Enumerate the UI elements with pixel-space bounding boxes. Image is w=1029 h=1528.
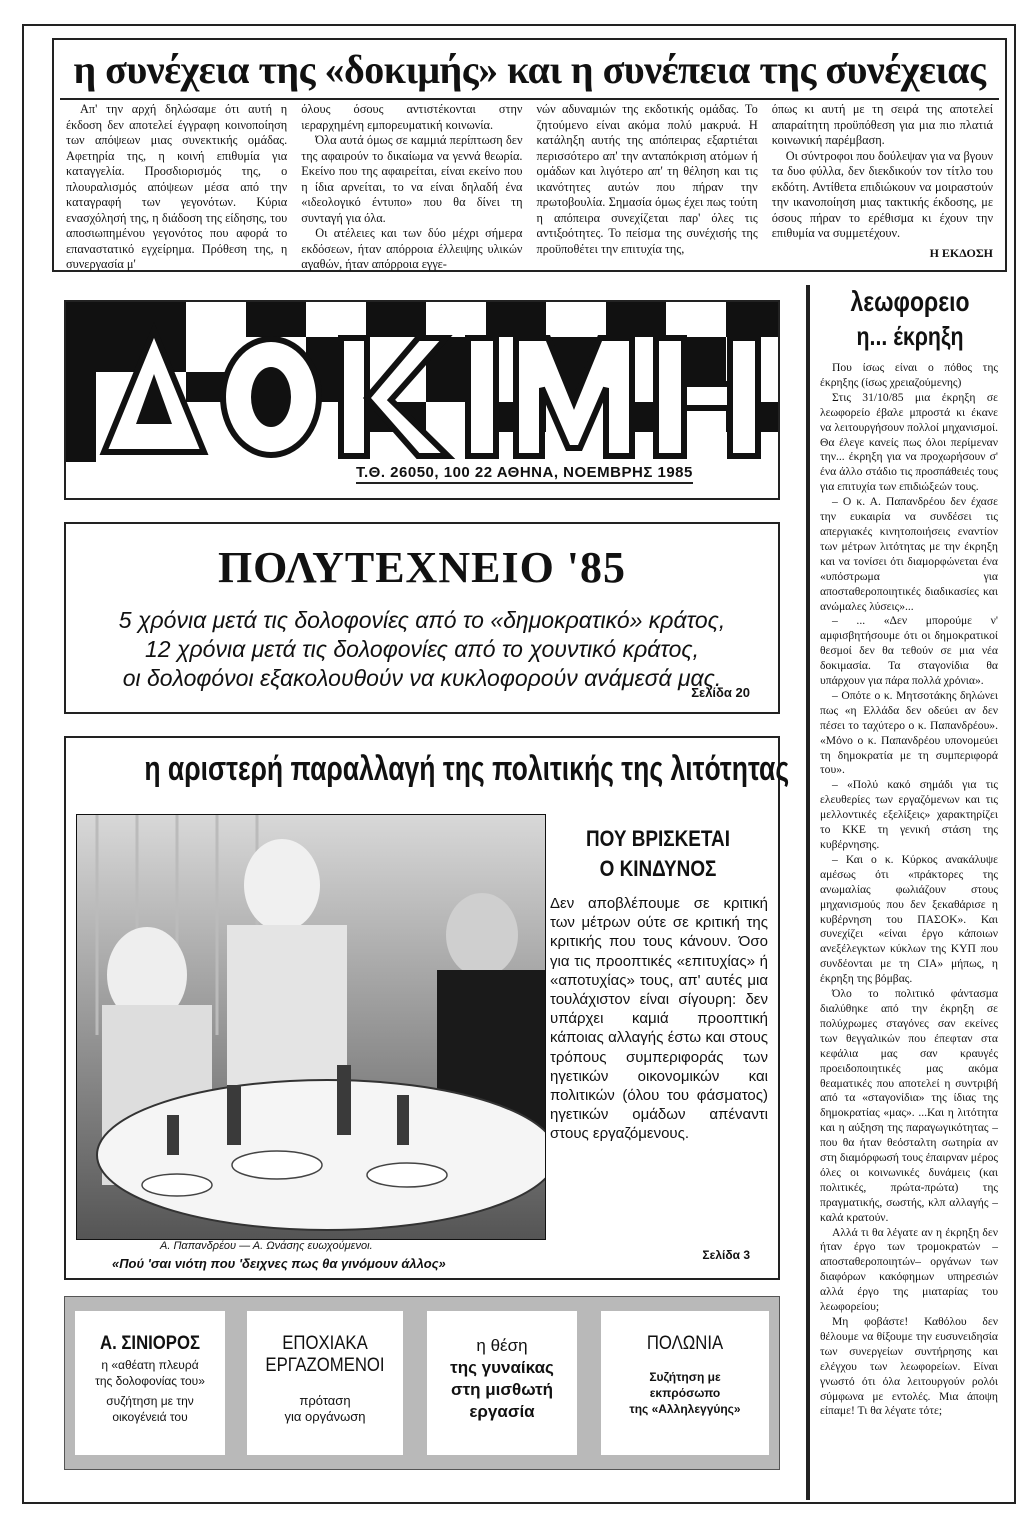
story-headline-line: Ο ΚΙΝΔΥΝΟΣ [599,856,717,881]
side-paragraph: Που ίσως είναι ο πόθος της έκρηξης (ίσως χρειαζούμενης) [820,361,998,389]
teaser-title: Α. ΣΙΝΙΟΡΟΣ [100,1333,200,1354]
polytexneio-lines [66,606,778,693]
logo-letter-kappa [341,338,367,456]
austerity-page-ref[interactable]: Σελίδα 3 [702,1248,750,1262]
polytexneio-box [64,522,780,714]
teaser-text: εργασία [469,1402,535,1421]
teaser-text: εκπρόσωπο [649,1386,721,1400]
teaser-text: συζήτηση με την [106,1394,194,1408]
editorial-paragraph: όλους όσους αντιστέκονται στην ιεραρχημένη εμπορευματική κοινωνία. [301,102,523,132]
dinner-photo [76,814,546,1240]
polytexneio-line: 5 χρόνια μετά τις δολοφονίες από το «δημοκρατικό» κράτος, [118,607,726,633]
teaser-women-work[interactable] [427,1311,577,1455]
teaser-text: για οργάνωση [284,1409,366,1424]
teaser-text: Συζήτηση με [649,1370,721,1384]
bus-explosion-title [838,285,982,353]
teaser-title: ΠΟΛΩΝΙΑ [646,1333,724,1354]
side-paragraph: Όλο το πολιτικό φάντασμα διαλύθηκε από την έκρηξη σε πολύχρωμες σταγόνες σαν εκείνες των θεγγαλικών που έπεφταν στα κεφάλια μας σαν κραυγές προειδοποιητικές μας ακόμα θεαματικές που αποτελεί η συντριβή από τα «σταγονίδια» της ίδιας της δημοκρατίας «μας». ...Και η λιτότητα και η αύξηση της παραγωγικότητας – που θα ήταν θεόσταλτη σωτηρία αν στη διαμόρφωσή τους έπαιρναν μέρος όλες οι κοινωνικές δυνάμεις (και πολιτικές, πρώτα-πρώτα) της πραγματικής, σωστής, κλπ αλλαγής – καλά κρατούν. [820,987,998,1224]
editorial-paragraph: νών αδυναμιών της εκδοτικής ομάδας. Το ζητούμενο είναι ακόμα πολύ μακρυά. Η κατάληξη αυτής της απόπειρας εξαρτιέται περισσότερο απ' την ανταπόκριση ατόμων ή ομάδων και λιγότερο απ' τη θέληση και τις ικανότητες αυτών που πήραν την πρωτοβουλία. Σημασία όμως έχει πως τούτη η απόπειρα συνεχίζεται παρ' όλες τις αντιξοότητες. Το πείσμα της συνέχισής της προϋποθέτει την επιτυχία της, [536,102,758,256]
editorial-paragraph: Όλα αυτά όμως σε καμμιά περίπτωση δεν της αφαιρούν το δικαίωμα να γεννά θεωρία. Εκείνο που της αφαιρείται, είναι εκείνο που η ίδια αρνείται, το να είναι δηλαδή ένα «ιδεολογικό έντυπο» που θα δίνει τη συνταγή για όλα. [301,133,523,225]
editorial-paragraph: Οι σύντροφοι που δούλεψαν για να βγουν τα δυο φύλλα, δεν διεκδικούν τον τίτλο του εκδότη. Αντίθετα επιδιώκουν να μοιραστούν την ικανοποίηση μιας τακτικής έκδοσης, με όσους πήραν το ερέθισμα κι έχουν την επιθυμία να συμμετέχουν. [771,148,993,240]
masthead [64,300,780,500]
teaser-text: πρόταση [299,1393,351,1408]
column-rule [806,285,810,1500]
teaser-seasonal-workers[interactable] [247,1311,403,1455]
polytexneio-line: οι δολοφόνοι εξακολουθούν να κυκλοφορούν ανάμεσά μας. [122,665,722,691]
story-body: Δεν αποβλέπουμε σε κριτική των μέτρων ούτε σε κριτική της κριτικής που τους κάνουν. Όσο για τις προοπτικές «επιτυχίας» ή «αποτυχίας» τους, απ' αυτές μια τουλάχιστον είναι σίγουρη: δεν υπάρχει καμιά προοπτική κάποιας αλλαγής έστω και στους τρόπους συμπεριφοράς των ηγετικών οικονομικών και πολιτικών (όλου του φάσματος) ηγετικών ομάδων απέναντι στους εργαζόμενους. [550,895,768,1143]
teaser-text: της δολοφονίας του» [95,1374,205,1388]
editorial-paragraph: Οι ατέλειες και των δύο μέχρι σήμερα εκδόσεων, ήταν απόρροια έλλειψης υλικών αγαθών, ήταν απόρροια εγγε- [301,226,523,271]
teaser-text: οικογένειά του [112,1410,188,1424]
teaser-siniorios[interactable] [75,1311,225,1455]
logo-letter-eta [656,338,684,456]
masthead-address: Τ.Θ. 26050, 100 22 ΑΘΗΝΑ, ΝΟΕΜΒΡΗΣ 1985 [356,464,693,484]
side-paragraph: – Και ο κ. Κύρκος ανακάλυψε αμέσως ότι «πράκτορες της ανωμαλίας φωλιάζουν στους μηχανισμούς που δεν ξεκαθάρισε η κυβέρνηση του ΠΑΣΟΚ». Και συνεχίζει «είναι έργο κάποιων ανεξέλεγκτων κύκλων της ΚΥΠ που συνδέονται με τη CIA» μήπως, η έκρηξη της βόμβας. [820,852,998,986]
teaser-poland[interactable] [601,1311,769,1455]
teaser-title: ΕΡΓΑΖΟΜΕΝΟΙ [265,1355,385,1376]
teaser-text: η θέση [476,1336,528,1355]
editorial-columns [66,102,993,271]
editorial-column-2 [301,102,522,273]
bus-explosion-column [806,285,996,1500]
teaser-text: στη μισθωτή [450,1380,554,1399]
teaser-text: της «Αλληλεγγύης» [629,1402,741,1416]
editorial-title: η συνέχεια της «δοκιμής» και η συνέπεια της συνέχειας [73,47,986,92]
teasers-panel [64,1296,780,1470]
teaser-text: της γυναίκας [450,1358,554,1377]
masthead-logo [66,302,778,462]
teaser-title: ΕΠΟΧΙΑΚΑ [282,1333,368,1354]
story-headline [563,824,752,884]
austerity-box [64,736,790,1280]
polytexneio-title: ΠΟΛΥΤΕΧΝΕΙΟ '85 [217,543,627,592]
editorial-column-1 [66,102,287,273]
editorial-rule [60,98,999,100]
side-paragraph: Μη φοβάστε! Καθόλου δεν θέλουμε να θίξουμε την ευσυνειδησία των συνεργείων συντήρησης και ελέγχου των λεωφορείων. Είναι γνωστό ότι όλα λειτουργούν ρολόι σύμφωνα με εντολές. Μια άποψη είπαμε! Τι θα λέγατε τότε; [820,1315,998,1418]
photo-caption: Α. Παπανδρέου — Α. Ωνάσης ευωχούμενοι. [160,1240,373,1252]
editorial-column-3 [537,102,758,273]
teaser-text: η «αθέατη πλευρά [101,1358,199,1372]
story-headline-line: ΠΟΥ ΒΡΙΣΚΕΤΑΙ [586,826,730,851]
photo-quote: «Πού 'σαι νιότη που 'δειχνες πως θα γινόμουν άλλος» [112,1256,446,1271]
editorial-box [52,38,1007,272]
editorial-paragraph: Απ' την αρχή δηλώσαμε ότι αυτή η έκδοση δεν αποτελεί έγγραφη κοινοποίηση των απόψεων μιας συνεκτικής ομάδας. Αφετηρία της, η κοινή επιθυμία για καταγγελία. Προσδιορισμός της, ο πλουραλισμός απόψεων μέσα από την καταγραφή των γεγονότων. Κύρια ενασχόλησή της, η διάδοση της είδησης, του αποσιωπημένου γεγονότος που αφορά το επαναστατικό εγχείρημα. Πρόθεση της, η συνεργασία μ' [66,102,288,271]
editorial-column-4 [772,102,993,273]
side-paragraph: – Οπότε ο κ. Μητσοτάκης δηλώνει πως «η Ελλάδα δεν οδεύει αν δεν πέσει το ταχύτερο ο κ. Παπανδρέου». «Μόνο ο κ. Παπανδρέου υπονομεύει τη δημοκρατία με τη συμπεριφορά του». [820,688,998,777]
austerity-title: η αριστερή παραλλαγή της πολιτικής της λιτότητας [144,750,790,788]
polytexneio-page-ref[interactable]: Σελίδα 20 [691,685,750,700]
bus-explosion-title-line: λεωφορειο [850,286,970,317]
bus-explosion-text [820,361,998,1500]
side-paragraph: – Ο κ. Α. Παπανδρέου δεν έχασε την ευκαιρία να συνδέσει τις απεργιακές κινητοποιήσεις εναντίον των μέτρων λιτότητας με την έκρηξη και να τονίσει ότι διαμορφώνεται ένα «υπόστρωμα για αποσταθεροποιητικές διαδικασίες και ανώμαλες λύσεις»... [820,495,998,613]
editorial-paragraph: όπως κι αυτή με τη σειρά της αποτελεί απαραίτητη προϋπόθεση για μια πιο πλατιά κοινωνική παρέμβαση. [771,102,993,147]
side-paragraph: – ... «Δεν μπορούμε ν' αμφισβητήσουμε ότι οι δημοκρατικοί θεσμοί δεν θα τεθούν σε μια νέα δοκιμασία. Τα σταγονίδια θα υπάρχουν για πάρα πολλά χρόνια». [820,614,998,688]
side-paragraph: Στις 31/10/85 μια έκρηξη σε λεωφορείο έβαλε μπροστά κι έκανε να λειτουργήσουν πολλοί μηχανισμοί. Θα έλεγε κανείς πως όλοι περίμεναν την... έκρηξη για να προχωρήσουν σ' ένα άλλο στάδιο τις προσπάθειές τους για επιτυχία των επιδιώξεών τους. [820,390,998,494]
editorial-signature: Η ΕΚΔΟΣΗ [929,245,993,260]
side-paragraph: – «Πολύ κακό σημάδι για τις ελευθερίες των εργαζόμενων και τις μελλοντικές εξελίξεις» χαρακτηρίζει το ΚΚΕ τη γενική στάση της κυβέρνησης. [820,778,998,851]
side-paragraph: Αλλά τι θα λέγατε αν η έκρηξη δεν ήταν έργο των τρομοκρατών –αποσταθεροποιητών– οργάνων των διαφόρων κακόφημων υπηρεσιών αλλά έργο της μιαταρίας του λεωφορείου; [820,1225,998,1314]
polytexneio-line: 12 χρόνια μετά τις δολοφονίες από το χουντικό κράτος, [144,636,700,662]
logo-letter-iota [468,338,496,456]
bus-explosion-title-line: η... έκρηξη [856,321,964,351]
